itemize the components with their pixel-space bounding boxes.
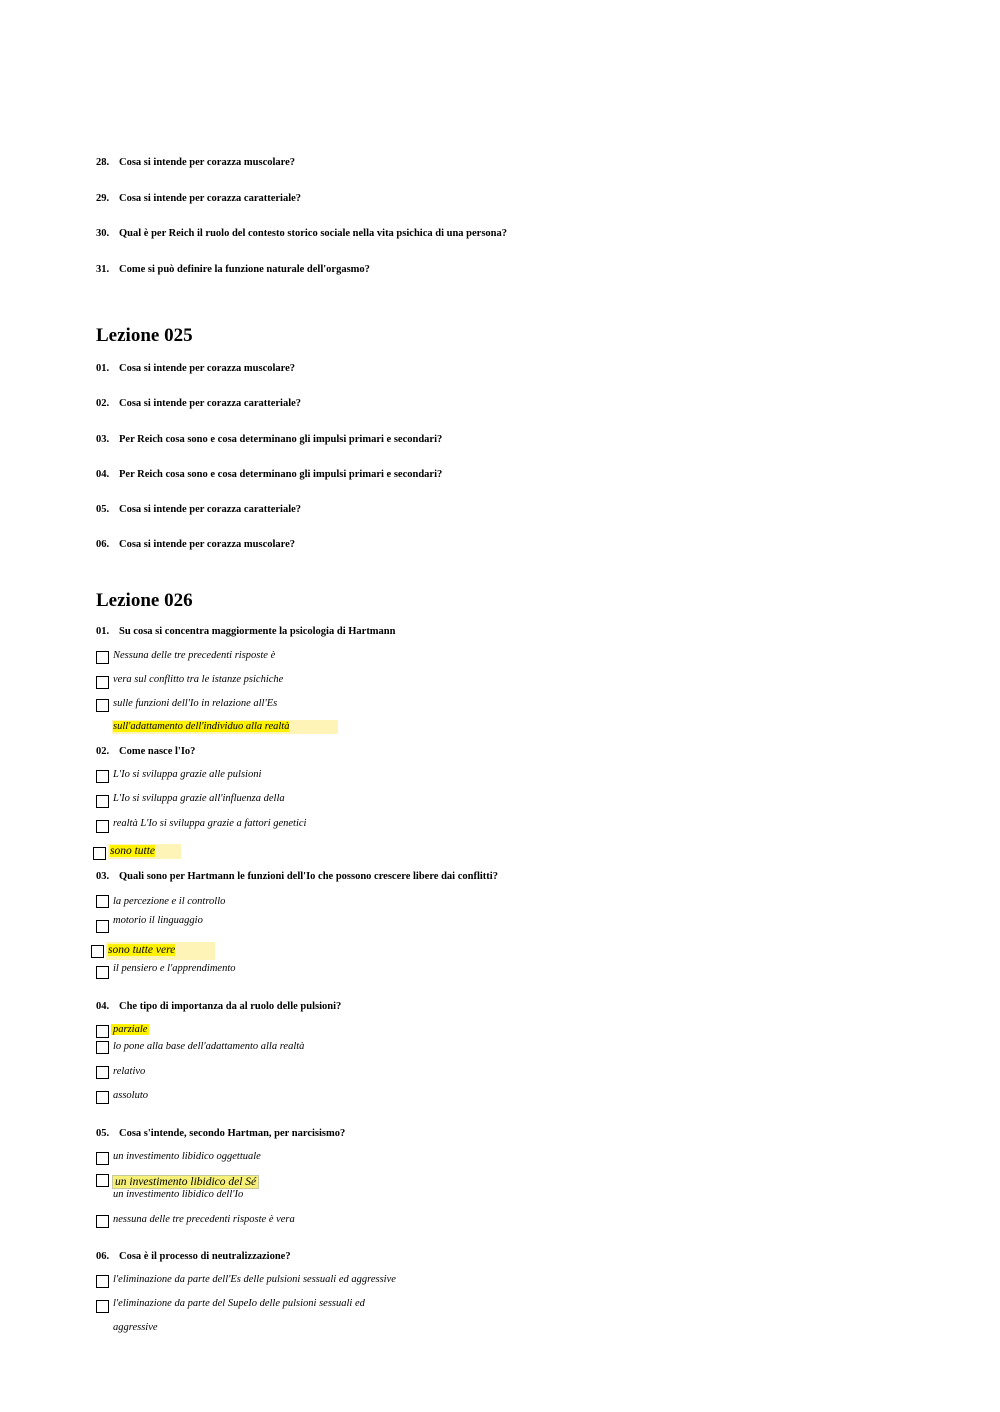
option-text: l'eliminazione da parte del SupeIo delle pulsioni sessuali ed bbox=[113, 1298, 365, 1309]
option-text-highlighted: un investimento libidico del Sé bbox=[112, 1175, 259, 1189]
option-text: L'Io si sviluppa grazie all'influenza della bbox=[113, 793, 285, 804]
lezione-026-heading: Lezione 026 bbox=[96, 590, 193, 611]
l026-question-01: 01. Su cosa si concentra maggiormente la psicologia di Hartmann bbox=[96, 626, 396, 637]
option-text-highlighted: sull'adattamento dell'individuo alla realtà bbox=[113, 721, 290, 732]
checkbox[interactable] bbox=[96, 1041, 109, 1054]
checkbox[interactable] bbox=[96, 795, 109, 808]
option-text-highlighted: sono tutte vere bbox=[108, 944, 176, 956]
option-text: relativo bbox=[113, 1066, 146, 1077]
checkbox[interactable] bbox=[96, 920, 109, 933]
checkbox[interactable] bbox=[96, 820, 109, 833]
option-text-highlighted: parziale bbox=[113, 1024, 148, 1035]
option-text: la percezione e il controllo bbox=[113, 896, 226, 907]
l025-question-02: 02. Cosa si intende per corazza caratteriale? bbox=[96, 398, 302, 409]
lezione-025-heading: Lezione 025 bbox=[96, 325, 193, 346]
l025-question-04: 04. Per Reich cosa sono e cosa determinano gli impulsi primari e secondari? bbox=[96, 469, 443, 480]
option-text: aggressive bbox=[113, 1322, 158, 1333]
question-29: 29. Cosa si intende per corazza caratteriale? bbox=[96, 193, 302, 204]
l025-question-06: 06. Cosa si intende per corazza muscolare? bbox=[96, 539, 296, 550]
option-text: lo pone alla base dell'adattamento alla realtà bbox=[113, 1041, 305, 1052]
l025-question-01: 01. Cosa si intende per corazza muscolare? bbox=[96, 363, 296, 374]
option-text: il pensiero e l'apprendimento bbox=[113, 963, 236, 974]
checkbox[interactable] bbox=[96, 895, 109, 908]
checkbox[interactable] bbox=[96, 1275, 109, 1288]
checkbox[interactable] bbox=[93, 847, 106, 860]
option-text: realtà L'Io si sviluppa grazie a fattori genetici bbox=[113, 818, 307, 829]
option-text: assoluto bbox=[113, 1090, 149, 1101]
checkbox[interactable] bbox=[96, 1091, 109, 1104]
question-28: 28. Cosa si intende per corazza muscolare? bbox=[96, 157, 296, 168]
question-30: 30. Qual è per Reich il ruolo del contesto storico sociale nella vita psichica di una persona? bbox=[96, 228, 508, 239]
l026-question-04: 04. Che tipo di importanza da al ruolo delle pulsioni? bbox=[96, 1001, 342, 1012]
option-text: nessuna delle tre precedenti risposte è vera bbox=[113, 1214, 295, 1225]
checkbox[interactable] bbox=[96, 966, 109, 979]
option-text: L'Io si sviluppa grazie alle pulsioni bbox=[113, 769, 262, 780]
option-text-highlighted: sono tutte bbox=[110, 845, 156, 857]
checkbox[interactable] bbox=[96, 1215, 109, 1228]
checkbox[interactable] bbox=[96, 770, 109, 783]
checkbox[interactable] bbox=[96, 1152, 109, 1165]
checkbox[interactable] bbox=[96, 1066, 109, 1079]
checkbox[interactable] bbox=[96, 1025, 109, 1038]
option-text: vera sul conflitto tra le istanze psichiche bbox=[113, 674, 284, 685]
l026-question-03: 03. Quali sono per Hartmann le funzioni dell'Io che possono crescere libere dai conflitti? bbox=[96, 871, 498, 882]
l025-question-03: 03. Per Reich cosa sono e cosa determinano gli impulsi primari e secondari? bbox=[96, 434, 443, 445]
checkbox[interactable] bbox=[96, 1174, 109, 1187]
checkbox[interactable] bbox=[96, 651, 109, 664]
l026-question-06: 06. Cosa è il processo di neutralizzazione? bbox=[96, 1251, 291, 1262]
option-text: l'eliminazione da parte dell'Es delle pulsioni sessuali ed aggressive bbox=[113, 1274, 396, 1285]
option-text: motorio il linguaggio bbox=[113, 915, 203, 926]
l025-question-05: 05. Cosa si intende per corazza caratteriale? bbox=[96, 504, 302, 515]
checkbox[interactable] bbox=[96, 699, 109, 712]
option-text: sulle funzioni dell'Io in relazione all'Es bbox=[113, 698, 278, 709]
l026-question-05: 05. Cosa s'intende, secondo Hartman, per narcisismo? bbox=[96, 1128, 346, 1139]
checkbox[interactable] bbox=[96, 1300, 109, 1313]
question-31: 31. Come si può definire la funzione naturale dell'orgasmo? bbox=[96, 264, 370, 275]
option-text: un investimento libidico dell'Io bbox=[113, 1189, 244, 1200]
option-text: un investimento libidico oggettuale bbox=[113, 1151, 261, 1162]
l026-question-02: 02. Come nasce l'Io? bbox=[96, 746, 196, 757]
checkbox[interactable] bbox=[91, 945, 104, 958]
checkbox[interactable] bbox=[96, 676, 109, 689]
option-text: Nessuna delle tre precedenti risposte è bbox=[113, 650, 276, 661]
